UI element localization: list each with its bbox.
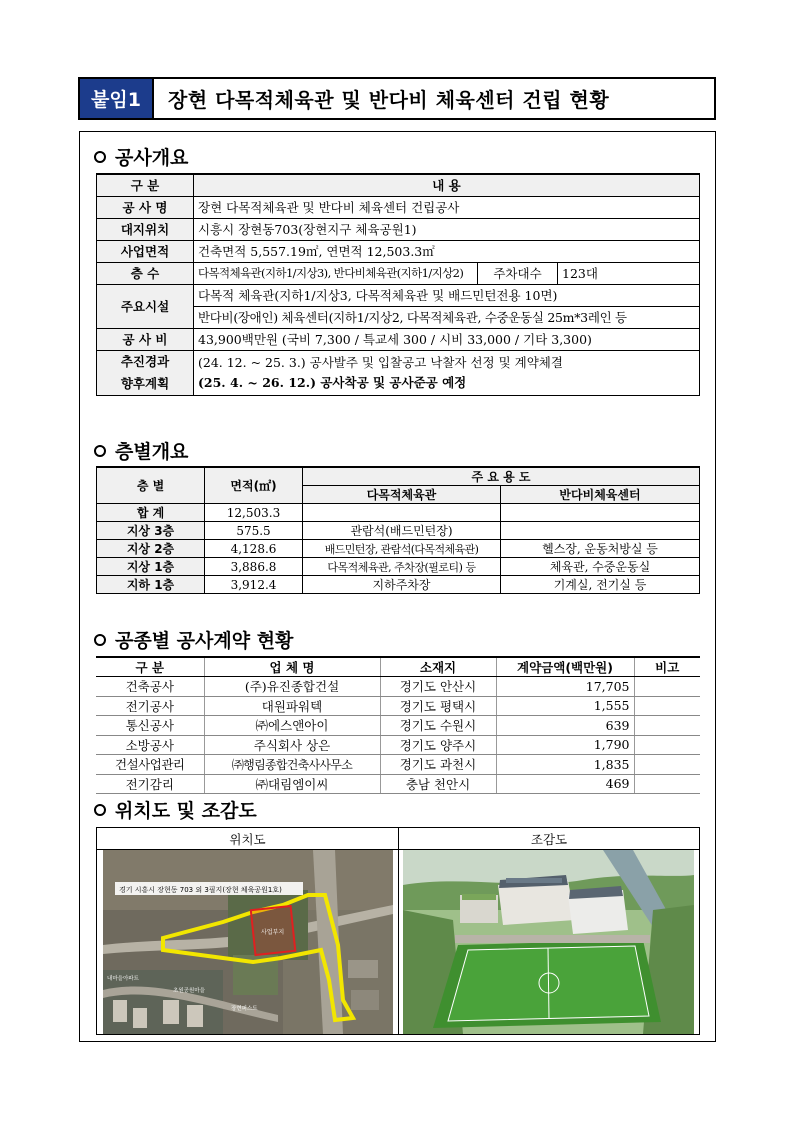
label-location: 대지위치 bbox=[97, 218, 194, 240]
label-parking: 주차대수 bbox=[478, 262, 558, 284]
floor-area: 3,912.4 bbox=[205, 576, 303, 594]
label-area: 사업면적 bbox=[97, 240, 194, 262]
render-label: 조감도 bbox=[399, 828, 700, 850]
table-row bbox=[97, 828, 700, 850]
table-row bbox=[97, 576, 700, 594]
section-overview-heading: 공사개요 bbox=[94, 143, 188, 170]
table-row bbox=[96, 716, 700, 736]
col-type: 구 분 bbox=[96, 657, 204, 677]
bullet-circle-icon bbox=[94, 151, 106, 163]
label-floors: 층 수 bbox=[97, 262, 194, 284]
overview-table bbox=[96, 173, 700, 396]
contract-company: 주식회사 상은 bbox=[204, 735, 380, 755]
col-note: 비고 bbox=[634, 657, 700, 677]
section-location-heading: 위치도 및 조감도 bbox=[94, 796, 257, 823]
table-row bbox=[96, 657, 700, 677]
table-row bbox=[97, 240, 700, 262]
col-category: 구 분 bbox=[97, 174, 194, 196]
contract-place: 경기도 평택시 bbox=[380, 696, 496, 716]
table-row bbox=[96, 735, 700, 755]
contracts-table bbox=[96, 656, 700, 794]
contract-type: 소방공사 bbox=[96, 735, 204, 755]
contract-type: 건축공사 bbox=[96, 677, 204, 697]
title-header bbox=[78, 77, 716, 120]
value-facilities-1: 다목적 체육관(지하1/지상3, 다목적체육관 및 배드민턴전용 10면) bbox=[194, 284, 700, 306]
contract-type: 전기감리 bbox=[96, 774, 204, 794]
col-company: 업 체 명 bbox=[204, 657, 380, 677]
contract-amount: 1,790 bbox=[496, 735, 634, 755]
contract-note bbox=[634, 696, 700, 716]
value-facilities-2: 반다비(장애인) 체육센터(지하1/지상2, 다목적체육관, 수중운동실 25m*3레인 등 bbox=[194, 306, 700, 328]
col-floor: 층 별 bbox=[97, 467, 205, 504]
map-text-3: 장현퍼스트 bbox=[231, 1006, 258, 1012]
floor-area: 4,128.6 bbox=[205, 540, 303, 558]
map-text-2: 초원공원마을 bbox=[173, 988, 205, 994]
label-name: 공 사 명 bbox=[97, 196, 194, 218]
table-row bbox=[97, 504, 700, 522]
floor-bandabi bbox=[501, 522, 700, 540]
map-label: 위치도 bbox=[97, 828, 399, 850]
floor-label: 합 계 bbox=[97, 504, 205, 522]
floor-multi bbox=[303, 504, 501, 522]
section-floors-heading: 층별개요 bbox=[94, 437, 188, 464]
floors-table bbox=[96, 466, 700, 594]
floor-area: 3,886.8 bbox=[205, 558, 303, 576]
table-row bbox=[97, 196, 700, 218]
contract-place: 충남 천안시 bbox=[380, 774, 496, 794]
contract-company: 대원파워텍 bbox=[204, 696, 380, 716]
value-location: 시흥시 장현동703(장현지구 체육공원1) bbox=[194, 218, 700, 240]
col-place: 소재지 bbox=[380, 657, 496, 677]
col-content: 내 용 bbox=[194, 174, 700, 196]
table-row bbox=[97, 262, 700, 284]
map-text-1: 내마을아파트 bbox=[107, 976, 139, 982]
col-area: 면적(㎡) bbox=[205, 467, 303, 504]
birdseye-render-image bbox=[403, 850, 694, 1034]
table-row bbox=[96, 774, 700, 794]
contract-company: ㈜대림엠이씨 bbox=[204, 774, 380, 794]
col-bandabi: 반다비체육센터 bbox=[501, 486, 700, 504]
table-row bbox=[97, 540, 700, 558]
floor-area: 575.5 bbox=[205, 522, 303, 540]
col-multi: 다목적체육관 bbox=[303, 486, 501, 504]
value-cost: 43,900백만원 (국비 7,300 / 특교세 300 / 시비 33,000 / 기타 3,300) bbox=[194, 328, 700, 350]
document-title: 장현 다목적체육관 및 반다비 체육센터 건립 현황 bbox=[168, 88, 610, 112]
floor-label: 지상 1층 bbox=[97, 558, 205, 576]
contract-amount: 1,555 bbox=[496, 696, 634, 716]
table-row bbox=[96, 677, 700, 697]
contract-company: ㈜행림종합건축사사무소 bbox=[204, 755, 380, 775]
table-row bbox=[97, 467, 700, 486]
table-row bbox=[97, 328, 700, 350]
progress-line-2: (25. 4. ~ 26. 12.) 공사착공 및 공사준공 예정 bbox=[198, 374, 467, 390]
value-floors: 다목적체육관(지하1/지상3), 반다비체육관(지하1/지상2) bbox=[194, 262, 478, 284]
table-row bbox=[97, 522, 700, 540]
table-row bbox=[96, 696, 700, 716]
contract-type: 통신공사 bbox=[96, 716, 204, 736]
floor-multi: 관람석(배드민턴장) bbox=[303, 522, 501, 540]
section-contracts-heading: 공종별 공사계약 현황 bbox=[94, 626, 293, 653]
contract-note bbox=[634, 755, 700, 775]
contract-amount: 1,835 bbox=[496, 755, 634, 775]
table-row bbox=[97, 350, 700, 395]
floor-label: 지하 1층 bbox=[97, 576, 205, 594]
contract-amount: 639 bbox=[496, 716, 634, 736]
value-progress bbox=[194, 350, 700, 395]
site-label: 사업부지 bbox=[261, 929, 285, 936]
floor-bandabi: 체육관, 수중운동실 bbox=[501, 558, 700, 576]
floor-bandabi: 기계실, 전기실 등 bbox=[501, 576, 700, 594]
progress-line-1: (24. 12. ~ 25. 3.) 공사발주 및 입찰공고 낙찰자 선정 및 계약체결 bbox=[198, 354, 563, 370]
contract-amount: 469 bbox=[496, 774, 634, 794]
contract-type: 전기공사 bbox=[96, 696, 204, 716]
table-row bbox=[96, 755, 700, 775]
floor-multi: 배드민턴장, 관람석(다목적체육관) bbox=[303, 540, 501, 558]
floor-bandabi: 헬스장, 운동처방실 등 bbox=[501, 540, 700, 558]
contract-type: 건설사업관리 bbox=[96, 755, 204, 775]
floor-label: 지상 3층 bbox=[97, 522, 205, 540]
contract-place: 경기도 양주시 bbox=[380, 735, 496, 755]
aerial-map-image bbox=[103, 850, 393, 1034]
contract-company: (주)유진종합건설 bbox=[204, 677, 380, 697]
value-name: 장현 다목적체육관 및 반다비 체육센터 건립공사 bbox=[194, 196, 700, 218]
contract-note bbox=[634, 735, 700, 755]
table-row bbox=[97, 284, 700, 306]
contract-place: 경기도 수원시 bbox=[380, 716, 496, 736]
map-caption: 경기 시흥시 장현동 703 외 3필지(장현 체육공원1호) bbox=[119, 886, 282, 894]
label-progress: 추진경과 향후계획 bbox=[97, 350, 194, 395]
table-row bbox=[97, 218, 700, 240]
contract-company: ㈜에스앤아이 bbox=[204, 716, 380, 736]
floor-area: 12,503.3 bbox=[205, 504, 303, 522]
contract-place: 경기도 과천시 bbox=[380, 755, 496, 775]
label-facilities: 주요시설 bbox=[97, 284, 194, 328]
col-use: 주 요 용 도 bbox=[303, 467, 700, 486]
label-cost: 공 사 비 bbox=[97, 328, 194, 350]
table-row bbox=[97, 174, 700, 196]
bullet-circle-icon bbox=[94, 804, 106, 816]
contract-place: 경기도 안산시 bbox=[380, 677, 496, 697]
col-amount: 계약금액(백만원) bbox=[496, 657, 634, 677]
bullet-circle-icon bbox=[94, 634, 106, 646]
value-parking: 123대 bbox=[558, 262, 700, 284]
value-area: 건축면적 5,557.19㎡, 연면적 12,503.3㎡ bbox=[194, 240, 700, 262]
bullet-circle-icon bbox=[94, 445, 106, 457]
birdseye-render bbox=[403, 850, 694, 1034]
floor-label: 지상 2층 bbox=[97, 540, 205, 558]
floor-bandabi bbox=[501, 504, 700, 522]
contract-note bbox=[634, 774, 700, 794]
attachment-tag: 붙임1 bbox=[80, 79, 154, 118]
contract-note bbox=[634, 677, 700, 697]
contract-amount: 17,705 bbox=[496, 677, 634, 697]
floor-multi: 다목적체육관, 주차장(필로티) 등 bbox=[303, 558, 501, 576]
location-map bbox=[103, 850, 393, 1034]
contract-note bbox=[634, 716, 700, 736]
table-row bbox=[97, 558, 700, 576]
floor-multi: 지하주차장 bbox=[303, 576, 501, 594]
